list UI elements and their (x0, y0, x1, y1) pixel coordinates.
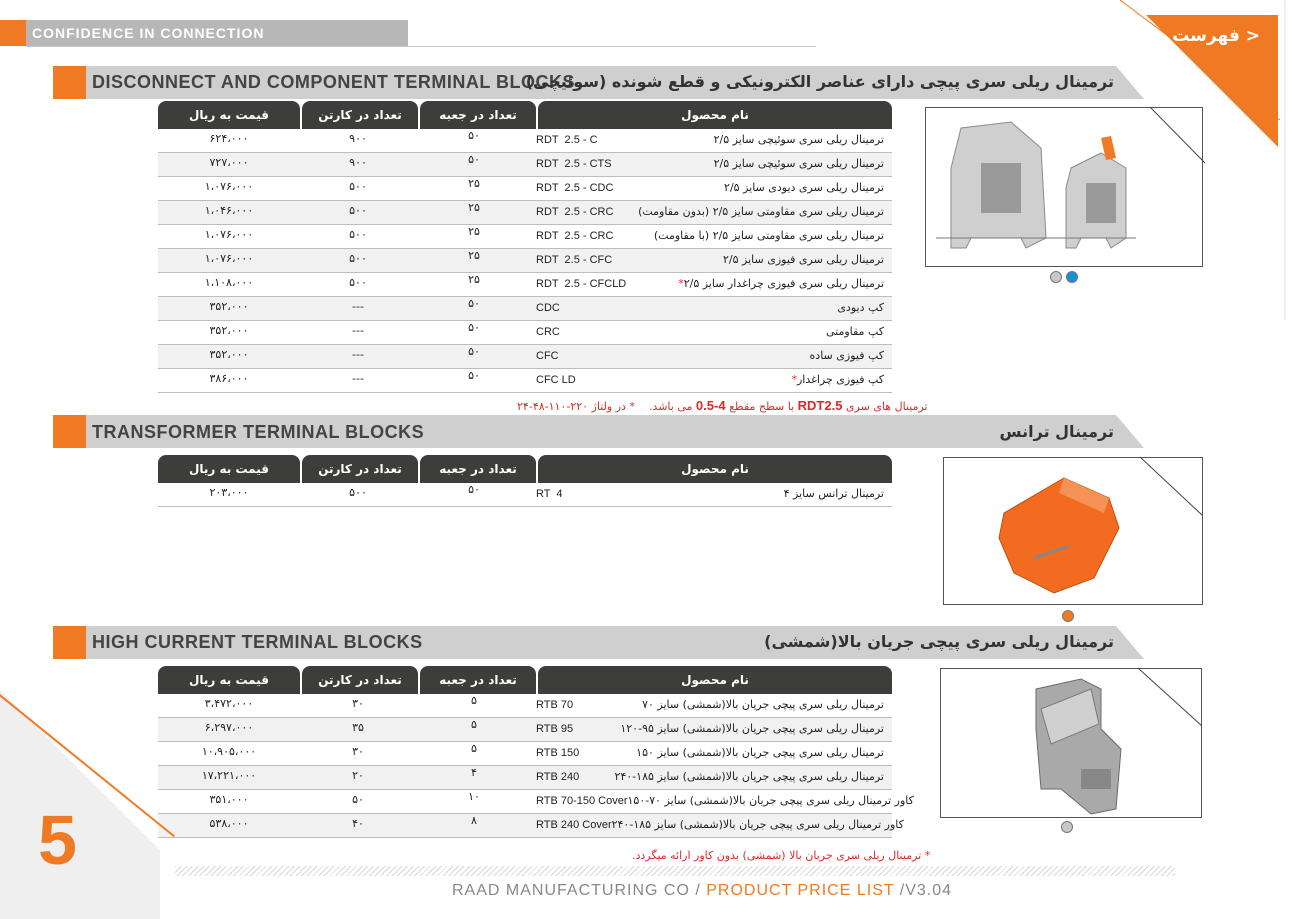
col-box: تعداد در جعبه (420, 666, 536, 694)
col-product-name: نام محصول (538, 455, 892, 483)
product-name-text: کپ فیوزی ساده (809, 349, 884, 362)
cell-price: ۳۵۲،۰۰۰ (209, 324, 249, 337)
table-row (158, 790, 914, 814)
cell-product (532, 790, 914, 813)
cell-carton: ۹۰۰ (349, 156, 367, 169)
image-frame-corner (1140, 455, 1210, 525)
table-row (158, 297, 892, 321)
cell-product (532, 177, 886, 200)
cell-price: ۳۵۲،۰۰۰ (209, 300, 249, 313)
cell-product (532, 814, 904, 837)
cell-product (532, 201, 886, 224)
col-box: تعداد در جعبه (420, 101, 536, 129)
cell-product (532, 718, 886, 741)
product-name-text: ترمینال ریلی سری پیچی جریان بالا(شمشی) سایز ۱۵۰ (636, 746, 884, 759)
table-row (158, 718, 892, 742)
cell-price: ۳۵۱،۰۰۰ (209, 793, 249, 806)
color-option-grey[interactable] (1050, 271, 1062, 283)
product-name (678, 274, 884, 294)
cell-carton: ۳۵ (352, 721, 364, 734)
product-name-text: کپ مقاومتی (825, 325, 884, 338)
cell-box: ۵۰ (468, 153, 480, 166)
cell-box: ۵ (471, 718, 477, 731)
table-row (158, 766, 892, 790)
product-name-text: ترمینال ریلی سری سوئیچی سایز ۲/۵ (713, 157, 884, 170)
cell-carton: ۲۰ (352, 769, 364, 782)
table-row (158, 129, 892, 153)
section-note: * ترمینال ریلی سری جریان بالا (شمشی) بدون کاور ارائه میگردد. (632, 849, 931, 862)
section-accent (53, 415, 86, 448)
section-title-fa: ترمینال ریلی سری پیچی جریان بالا(شمشی) (764, 632, 1114, 651)
note-middle: با سطح مقطع (729, 400, 795, 413)
footer-company: RAAD MANUFACTURING CO / (452, 882, 707, 899)
note-series: RDT2.5 (797, 398, 843, 413)
table-row (158, 694, 892, 718)
product-code: RDT 2.5 - CDC (536, 182, 614, 194)
product-code: RTB 240 (536, 771, 580, 783)
product-code: RDT 2.5 - CTS (536, 158, 612, 170)
col-price: قیمت به ریال (158, 101, 300, 129)
product-name-text: ترمینال ریلی سری مقاومتی سایز ۲/۵ (بدون مقاومت) (638, 205, 884, 218)
col-carton: تعداد در کارتن (302, 666, 418, 694)
cell-price: ۳،۴۷۲،۰۰۰ (204, 697, 254, 710)
cell-price: ۲۰۳،۰۰۰ (209, 486, 249, 499)
product-code: RDT 2.5 - CFCLD (536, 278, 627, 290)
cell-price: ۶،۲۹۷،۰۰۰ (204, 721, 254, 734)
cell-price: ۵۳۸،۰۰۰ (209, 817, 249, 830)
cell-price: ۱،۱۰۸،۰۰۰ (204, 276, 254, 289)
cell-carton: ۵۰۰ (349, 252, 367, 265)
product-name (791, 370, 884, 390)
cell-product (532, 153, 886, 176)
product-name-text: ترمینال ریلی سری سوئیچی سایز ۲/۵ (713, 133, 884, 146)
cell-box: ۵۰ (468, 297, 480, 310)
cell-price: ۳۸۶،۰۰۰ (209, 372, 249, 385)
product-name-text: ترمینال ریلی سری پیچی جریان بالا(شمشی) سایز ۷۰ (642, 698, 884, 711)
cell-box: ۲۵ (468, 201, 480, 214)
header-tagline: CONFIDENCE IN CONNECTION (26, 20, 408, 46)
cell-product (532, 297, 886, 320)
product-name (614, 767, 884, 787)
page-number: 5 (38, 801, 77, 879)
table-row (158, 742, 892, 766)
table-header (158, 101, 892, 129)
cell-carton: ۹۰۰ (349, 132, 367, 145)
cell-product (532, 742, 886, 765)
product-code: RTB 240 Cover (536, 819, 612, 831)
note-voltage: * در ولتاژ ۲۲۰-۱۱۰-۴۸-۲۴ (517, 400, 635, 413)
col-carton: تعداد در کارتن (302, 455, 418, 483)
image-frame-corner (1138, 666, 1208, 736)
cell-box: ۱۰ (468, 790, 480, 803)
cell-carton: ۳۰ (352, 697, 364, 710)
note-suffix: می باشد. (648, 400, 693, 413)
cell-carton: ۵۰۰ (349, 180, 367, 193)
product-code: CFC LD (536, 374, 576, 386)
footer-doc-title: PRODUCT PRICE LIST (706, 882, 895, 899)
cell-box: ۲۵ (468, 177, 480, 190)
cell-box: ۵ (471, 694, 477, 707)
cell-carton: ۴۰ (352, 817, 364, 830)
cell-box: ۲۵ (468, 225, 480, 238)
product-name (784, 484, 884, 504)
col-product-name: نام محصول (538, 101, 892, 129)
col-price: قیمت به ریال (158, 666, 300, 694)
product-name (654, 226, 884, 246)
cell-product (532, 369, 886, 392)
table-row (158, 201, 892, 225)
footer-hatch (175, 866, 1175, 876)
product-code: RT 4 (536, 488, 563, 500)
cell-price: ۱،۰۷۶،۰۰۰ (204, 252, 254, 265)
cell-box: ۵۰ (468, 369, 480, 382)
footnote-star: * (791, 373, 797, 386)
section-title-fa: ترمینال ریلی سری پیچی دارای عناصر الکترونیکی و قطع شونده (سوئیچی) (525, 72, 1114, 91)
cell-box: ۵۰ (468, 321, 480, 334)
product-name (810, 346, 884, 366)
cell-carton: ۵۰۰ (349, 228, 367, 241)
table-row (158, 153, 892, 177)
cell-box: ۵ (471, 742, 477, 755)
section-accent (53, 626, 86, 659)
product-name-text: ترمینال ریلی سری مقاومتی سایز ۲/۵ (با مقاومت) (653, 229, 884, 242)
col-product-name: نام محصول (538, 666, 892, 694)
cell-box: ۲۵ (468, 273, 480, 286)
cell-product (532, 321, 886, 344)
product-name (642, 695, 884, 715)
cell-carton: --- (352, 300, 364, 313)
col-box: تعداد در جعبه (420, 455, 536, 483)
cell-carton: --- (352, 348, 364, 361)
product-code: RDT 2.5 - C (536, 134, 598, 146)
table-header (158, 666, 892, 694)
color-option-orange[interactable] (1062, 610, 1074, 622)
product-code: RTB 70 (536, 699, 574, 711)
product-code: RDT 2.5 - CRC (536, 206, 614, 218)
product-code: RDT 2.5 - CFC (536, 254, 613, 266)
product-name (724, 178, 884, 198)
product-name (620, 719, 884, 739)
table-row (158, 814, 904, 838)
cell-carton: ۵۰۰ (349, 204, 367, 217)
color-option-blue[interactable] (1066, 271, 1078, 283)
product-name-text: ترمینال ریلی سری فیوزی سایز ۲/۵ (723, 253, 884, 266)
cell-price: ۱،۰۴۶،۰۰۰ (204, 204, 254, 217)
cell-price: ۱،۰۷۶،۰۰۰ (204, 228, 254, 241)
col-carton: تعداد در کارتن (302, 101, 418, 129)
note-range: 4-0.5 (695, 398, 726, 413)
product-name (837, 298, 884, 318)
product-name (638, 202, 884, 222)
section-accent (53, 66, 86, 99)
cell-box: ۵۰ (468, 483, 480, 496)
cell-box: ۵۰ (468, 345, 480, 358)
table-row (158, 225, 892, 249)
table-header (158, 455, 892, 483)
cell-carton: --- (352, 324, 364, 337)
cell-carton: ۳۰ (352, 745, 364, 758)
section-title-en: TRANSFORMER TERMINAL BLOCKS (92, 422, 425, 442)
table-row (158, 273, 892, 297)
price-table-transformer (158, 455, 892, 507)
footer (452, 882, 952, 900)
cell-product (532, 483, 886, 506)
section-note (517, 398, 928, 413)
product-name-text: کاور ترمینال ریلی سری پیچی جریان بالا(شمشی) سایز ۱۸۵-۲۴۰ (611, 818, 904, 831)
price-table-disconnect (158, 101, 892, 393)
cell-price: ۱۰،۹۰۵،۰۰۰ (201, 745, 257, 758)
cell-product (532, 694, 886, 717)
product-name-text: کپ دیودی (837, 301, 884, 314)
cell-carton: --- (352, 372, 364, 385)
cell-product (532, 249, 886, 272)
product-name (826, 322, 884, 342)
product-code: RTB 70-150 Cover (536, 795, 628, 807)
section-title-fa: ترمینال ترانس (999, 422, 1114, 441)
product-name (714, 154, 884, 174)
cell-carton: ۵۰۰ (349, 486, 367, 499)
cell-carton: ۵۰ (352, 793, 364, 806)
table-row (158, 483, 892, 507)
footer-version: /V3.04 (894, 882, 953, 899)
cell-box: ۴ (471, 766, 477, 779)
product-name (612, 815, 904, 835)
cell-price: ۷۲۷،۰۰۰ (209, 156, 249, 169)
price-table-high-current (158, 666, 914, 838)
product-code: CDC (536, 302, 560, 314)
cell-product (532, 225, 886, 248)
color-option-grey[interactable] (1061, 821, 1073, 833)
product-name-text: ترمینال ترانس سایز ۴ (783, 487, 884, 500)
cell-carton: ۵۰۰ (349, 276, 367, 289)
cell-product (532, 129, 886, 152)
product-code: RTB 150 (536, 747, 580, 759)
product-code: RTB 95 (536, 723, 574, 735)
cell-product (532, 273, 886, 296)
product-name-text: ترمینال ریلی سری فیوزی چراغدار سایز ۲/۵ (683, 277, 884, 290)
section-title-en: DISCONNECT AND COMPONENT TERMINAL BLOCKS (92, 72, 575, 92)
table-row (158, 369, 892, 393)
cell-price: ۱،۰۷۶،۰۰۰ (204, 180, 254, 193)
table-row (158, 177, 892, 201)
section-title-en: HIGH CURRENT TERMINAL BLOCKS (92, 632, 423, 652)
image-frame-corner (1150, 105, 1210, 165)
product-code: RDT 2.5 - CRC (536, 230, 614, 242)
header-divider (26, 46, 816, 47)
cell-price: ۶۲۴،۰۰۰ (209, 132, 249, 145)
product-name-text: ترمینال ریلی سری دیودی سایز ۲/۵ (724, 181, 884, 194)
product-name (723, 250, 884, 270)
table-row (158, 345, 892, 369)
table-row (158, 321, 892, 345)
header-accent-square (0, 20, 26, 46)
product-code: CFC (536, 350, 559, 362)
product-name (628, 791, 914, 811)
cell-price: ۱۷،۲۲۱،۰۰۰ (201, 769, 257, 782)
cell-box: ۵۰ (468, 129, 480, 142)
product-name-text: ترمینال ریلی سری پیچی جریان بالا(شمشی) سایز ۱۸۵-۲۴۰ (614, 770, 884, 783)
table-row (158, 249, 892, 273)
index-link[interactable]: < فهرست (1172, 26, 1260, 46)
product-name-text: کاور ترمینال ریلی سری پیچی جریان بالا(شمشی) سایز ۷۰-۱۵۰ (627, 794, 914, 807)
product-name-text: کپ فیوزی چراغدار (796, 373, 884, 386)
product-code: CRC (536, 326, 560, 338)
product-name (714, 130, 884, 150)
cell-box: ۲۵ (468, 249, 480, 262)
product-name-text: ترمینال ریلی سری پیچی جریان بالا(شمشی) سایز ۹۵-۱۲۰ (620, 722, 884, 735)
cell-product (532, 345, 886, 368)
note-prefix: ترمینال های سری (845, 400, 928, 413)
col-price: قیمت به ریال (158, 455, 300, 483)
cell-product (532, 766, 886, 789)
product-name (636, 743, 884, 763)
cell-price: ۳۵۲،۰۰۰ (209, 348, 249, 361)
cell-box: ۸ (471, 814, 477, 827)
footnote-star: * (678, 277, 684, 290)
